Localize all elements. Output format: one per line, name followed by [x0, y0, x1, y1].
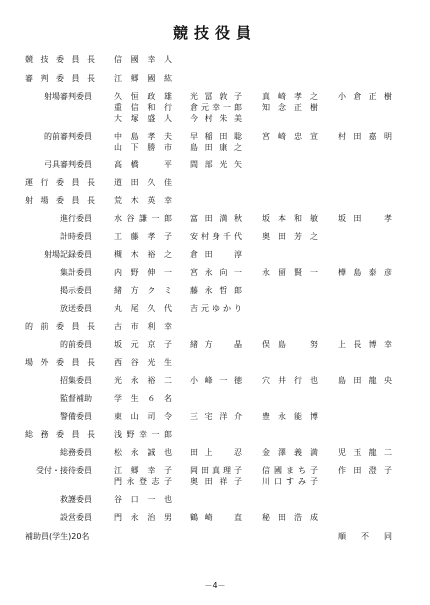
role-label: 進行委員	[60, 214, 92, 223]
role-label: 救護委員	[60, 495, 92, 504]
official-name: 緒方クミ	[114, 286, 172, 295]
role-label: 的前委員長	[25, 322, 95, 331]
official-row	[0, 339, 430, 352]
official-name: 奥田芳之	[262, 232, 318, 241]
official-name: 東山司令	[114, 412, 172, 421]
official-name: 小峰一徳	[190, 376, 242, 385]
official-name: 間部光矢	[190, 160, 242, 169]
official-name: 金澤義満	[262, 448, 318, 457]
official-name: 道田久佳	[114, 178, 172, 187]
official-row	[0, 393, 430, 406]
official-name: 今村朱美	[190, 114, 242, 123]
official-row	[0, 231, 430, 244]
official-name: 学生６名	[114, 394, 172, 403]
official-name: 荒木英幸	[114, 196, 172, 205]
official-name: 岡田真理子	[190, 466, 242, 475]
official-name: 吉元ゆかり	[190, 304, 242, 313]
assistants-note: 補助員(学生)20名	[25, 532, 90, 541]
official-name: 江郷幸子	[114, 466, 172, 475]
official-row	[0, 303, 430, 316]
official-name: 村田嘉明	[338, 132, 392, 141]
official-name: 高橋 平	[114, 160, 172, 169]
official-name: 倉田 淳	[190, 250, 242, 259]
role-label: 招集委員	[60, 376, 92, 385]
official-name: 緒方 晶	[190, 340, 242, 349]
official-name: 山下勝市	[114, 143, 172, 152]
role-label: 射場審判委員	[44, 92, 92, 101]
official-row	[0, 54, 430, 67]
official-row	[0, 494, 430, 507]
official-name: 光永裕二	[114, 376, 172, 385]
official-name: 早稲田聡	[190, 132, 242, 141]
official-name: 松永誠也	[114, 448, 172, 457]
role-label: 的前審判委員	[44, 132, 92, 141]
official-name: 宮崎忠宣	[262, 132, 318, 141]
official-name: 穴井行也	[262, 376, 318, 385]
official-name: 大塚盛人	[114, 114, 172, 123]
official-row	[0, 159, 430, 172]
official-row	[0, 73, 430, 86]
official-name: 奥田祥子	[190, 477, 242, 486]
official-row	[0, 249, 430, 262]
role-label: 受付・接待委員	[36, 466, 92, 475]
official-name: 俣島 努	[262, 340, 318, 349]
official-name: 永留賢一	[262, 268, 318, 277]
page-title: 競技役員	[172, 24, 257, 42]
role-label: 警備委員	[60, 412, 92, 421]
official-name: 鶴崎 直	[190, 513, 242, 522]
role-label: 監督補助	[60, 394, 92, 403]
role-label: 総務委員	[60, 448, 92, 457]
official-name: 知念正樹	[262, 103, 318, 112]
role-label: 射場記録委員	[44, 250, 92, 259]
official-row	[0, 512, 430, 525]
official-name: 宮永向一	[190, 268, 242, 277]
role-label: 的前委員	[60, 340, 92, 349]
official-name: 谷口一也	[114, 495, 172, 504]
role-label: 設営委員	[60, 513, 92, 522]
official-row	[0, 267, 430, 280]
official-name: 信國まち子	[262, 466, 318, 475]
official-name: 三宅洋介	[190, 412, 242, 421]
order-note: 順不同	[338, 532, 392, 541]
official-row	[0, 375, 430, 388]
official-name: 豊永能博	[262, 412, 318, 421]
official-name: 江郷國紘	[114, 74, 172, 83]
official-row	[0, 429, 430, 442]
official-name: 田上 忍	[190, 448, 242, 457]
official-name: 坂田 孝	[338, 214, 392, 223]
official-name: 小倉正樹	[338, 92, 392, 101]
role-label: 射場委員長	[25, 196, 95, 205]
official-name: 川口すみ子	[262, 477, 318, 486]
official-name: 児玉龍二	[338, 448, 392, 457]
official-name: 樺島泰彦	[338, 268, 392, 277]
official-name: 安村身千代	[190, 232, 242, 241]
page-number: －4－	[204, 581, 226, 590]
official-name: 浅野幸一郎	[114, 430, 172, 439]
official-name: 藤永哲郎	[190, 286, 242, 295]
role-label: 掲示委員	[60, 286, 92, 295]
official-name: 水谷謙一郎	[114, 214, 172, 223]
official-name: 島田康之	[190, 143, 242, 152]
role-label: 計時委員	[60, 232, 92, 241]
official-name: 作田澄子	[338, 466, 392, 475]
official-name: 槻木裕之	[114, 250, 172, 259]
official-row	[0, 447, 430, 460]
official-name: 門永治男	[114, 513, 172, 522]
official-name: 内野伸一	[114, 268, 172, 277]
official-row	[0, 195, 430, 208]
role-label: 弓具審判委員	[44, 160, 92, 169]
official-row	[0, 476, 430, 489]
official-row	[0, 113, 430, 126]
official-name: 古市利幸	[114, 322, 172, 331]
official-name: 丸尾久代	[114, 304, 172, 313]
official-name: 島田龍央	[338, 376, 392, 385]
official-name: 西谷光生	[114, 358, 172, 367]
official-name: 倉元幸一郎	[190, 103, 242, 112]
official-name: 重信和行	[114, 103, 172, 112]
role-label: 総務委員長	[25, 430, 95, 439]
official-name: 信國幸人	[114, 55, 172, 64]
official-row	[0, 177, 430, 190]
official-name: 工藤孝子	[114, 232, 172, 241]
official-name: 富田満秋	[190, 214, 242, 223]
official-name: 上長博幸	[338, 340, 392, 349]
role-label: 運行委員長	[25, 178, 95, 187]
role-label: 集計委員	[60, 268, 92, 277]
official-name: 坂本和敏	[262, 214, 318, 223]
role-label: 競技委員長	[25, 55, 95, 64]
role-label: 審判委員長	[25, 74, 95, 83]
official-row	[0, 285, 430, 298]
official-name: 門永登志子	[114, 477, 172, 486]
official-name: 中島孝夫	[114, 132, 172, 141]
official-row	[0, 213, 430, 226]
official-row	[0, 321, 430, 334]
official-row	[0, 142, 430, 155]
official-row	[0, 411, 430, 424]
role-label: 放送委員	[60, 304, 92, 313]
role-label: 場外委員長	[25, 358, 95, 367]
official-row	[0, 357, 430, 370]
official-name: 真崎孝之	[262, 92, 318, 101]
official-name: 秘田浩成	[262, 513, 318, 522]
official-name: 坂元京子	[114, 340, 172, 349]
official-name: 光冨敦子	[190, 92, 242, 101]
official-name: 久恒政雄	[114, 92, 172, 101]
